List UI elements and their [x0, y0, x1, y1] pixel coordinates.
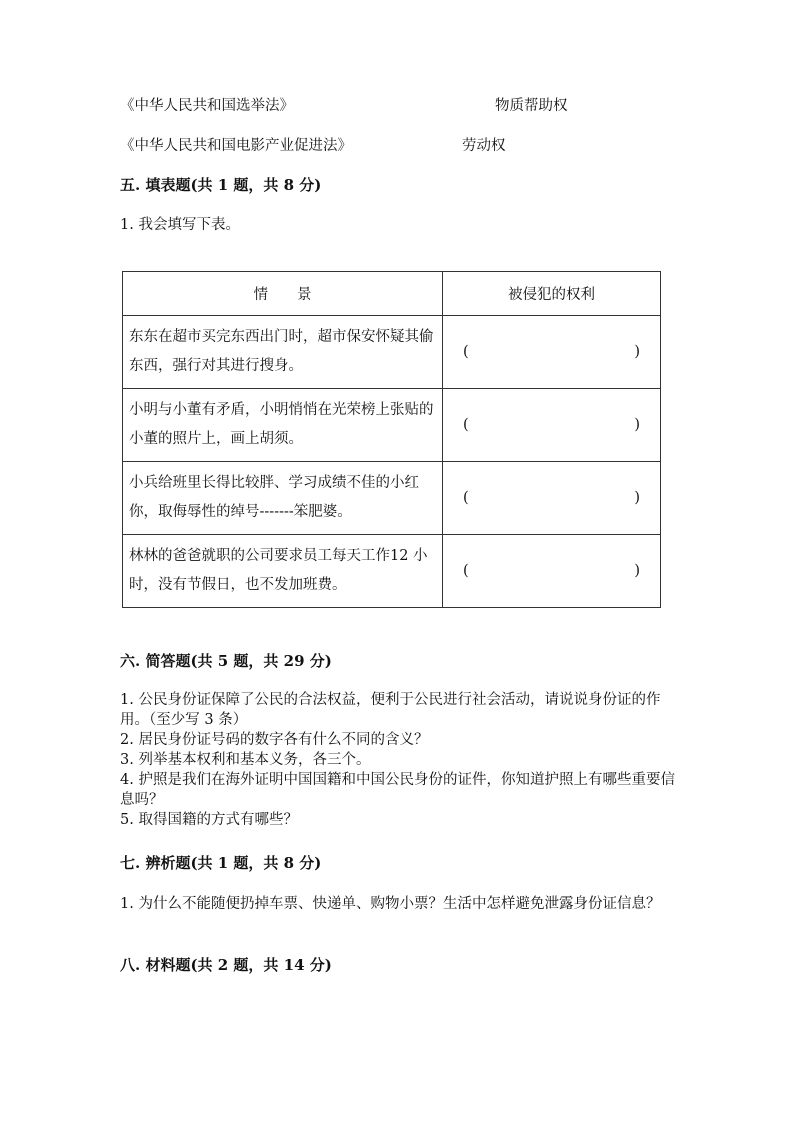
law-film-industry: 《中华人民共和国电影产业促进法》 [120, 138, 352, 154]
table-row [123, 389, 661, 462]
open-paren: ( [463, 417, 469, 433]
section5-heading: 五. 填表题(共 1 题，共 8 分) [120, 176, 322, 194]
answer-cell[interactable] [443, 316, 661, 389]
list-item: 3. 列举基本权利和基本义务，各三个。 [120, 752, 371, 768]
close-paren: ) [634, 563, 640, 579]
list-item: 2. 居民身份证号码的数字各有什么不同的含义？ [120, 732, 429, 748]
close-paren: ) [634, 417, 640, 433]
open-paren: ( [463, 563, 469, 579]
header-violated-right: 被侵犯的权利 [443, 272, 661, 316]
rights-table [122, 271, 661, 608]
close-paren: ) [634, 344, 640, 360]
open-paren: ( [463, 490, 469, 506]
answer-cell[interactable] [443, 535, 661, 608]
section8-heading: 八. 材料题(共 2 题，共 14 分) [120, 956, 332, 974]
scene-cell: 东东在超市买完东西出门时，超市保安怀疑其偷东西，强行对其进行搜身。 [123, 316, 443, 389]
header-scene: 情 景 [123, 272, 443, 316]
section7-heading: 七. 辨析题(共 1 题，共 8 分) [120, 854, 322, 872]
section5-question: 1. 我会填写下表。 [120, 217, 240, 233]
list-item: 4. 护照是我们在海外证明中国国籍和中国公民身份的证件，你知道护照上有哪些重要信息吗？ [120, 772, 675, 808]
section6-heading: 六. 简答题(共 5 题，共 29 分) [120, 652, 332, 670]
list-item: 5. 取得国籍的方式有哪些？ [120, 812, 298, 828]
answer-cell[interactable] [443, 389, 661, 462]
scene-cell: 小明与小董有矛盾，小明悄悄在光荣榜上张贴的小董的照片上，画上胡须。 [123, 389, 443, 462]
section6-question-list [120, 690, 675, 830]
close-paren: ) [634, 490, 640, 506]
table-row [123, 316, 661, 389]
right-labor: 劳动权 [462, 138, 506, 154]
right-material-assistance: 物质帮助权 [495, 98, 568, 114]
table-header-row [123, 272, 661, 316]
table-row [123, 535, 661, 608]
section7-question: 1. 为什么不能随便扔掉车票、快递单、购物小票？生活中怎样避免泄露身份证信息？ [120, 896, 661, 912]
scene-cell: 林林的爸爸就职的公司要求员工每天工作12 小时，没有节假日，也不发加班费。 [123, 535, 443, 608]
law-election: 《中华人民共和国选举法》 [120, 98, 294, 114]
table-row [123, 462, 661, 535]
open-paren: ( [463, 344, 469, 360]
list-item: 1. 公民身份证保障了公民的合法权益，便利于公民进行社会活动，请说说身份证的作用。（至少写 3 条） [120, 692, 661, 728]
answer-cell[interactable] [443, 462, 661, 535]
scene-cell: 小兵给班里长得比较胖、学习成绩不佳的小红你，取侮辱性的绰号-------笨肥婆。 [123, 462, 443, 535]
